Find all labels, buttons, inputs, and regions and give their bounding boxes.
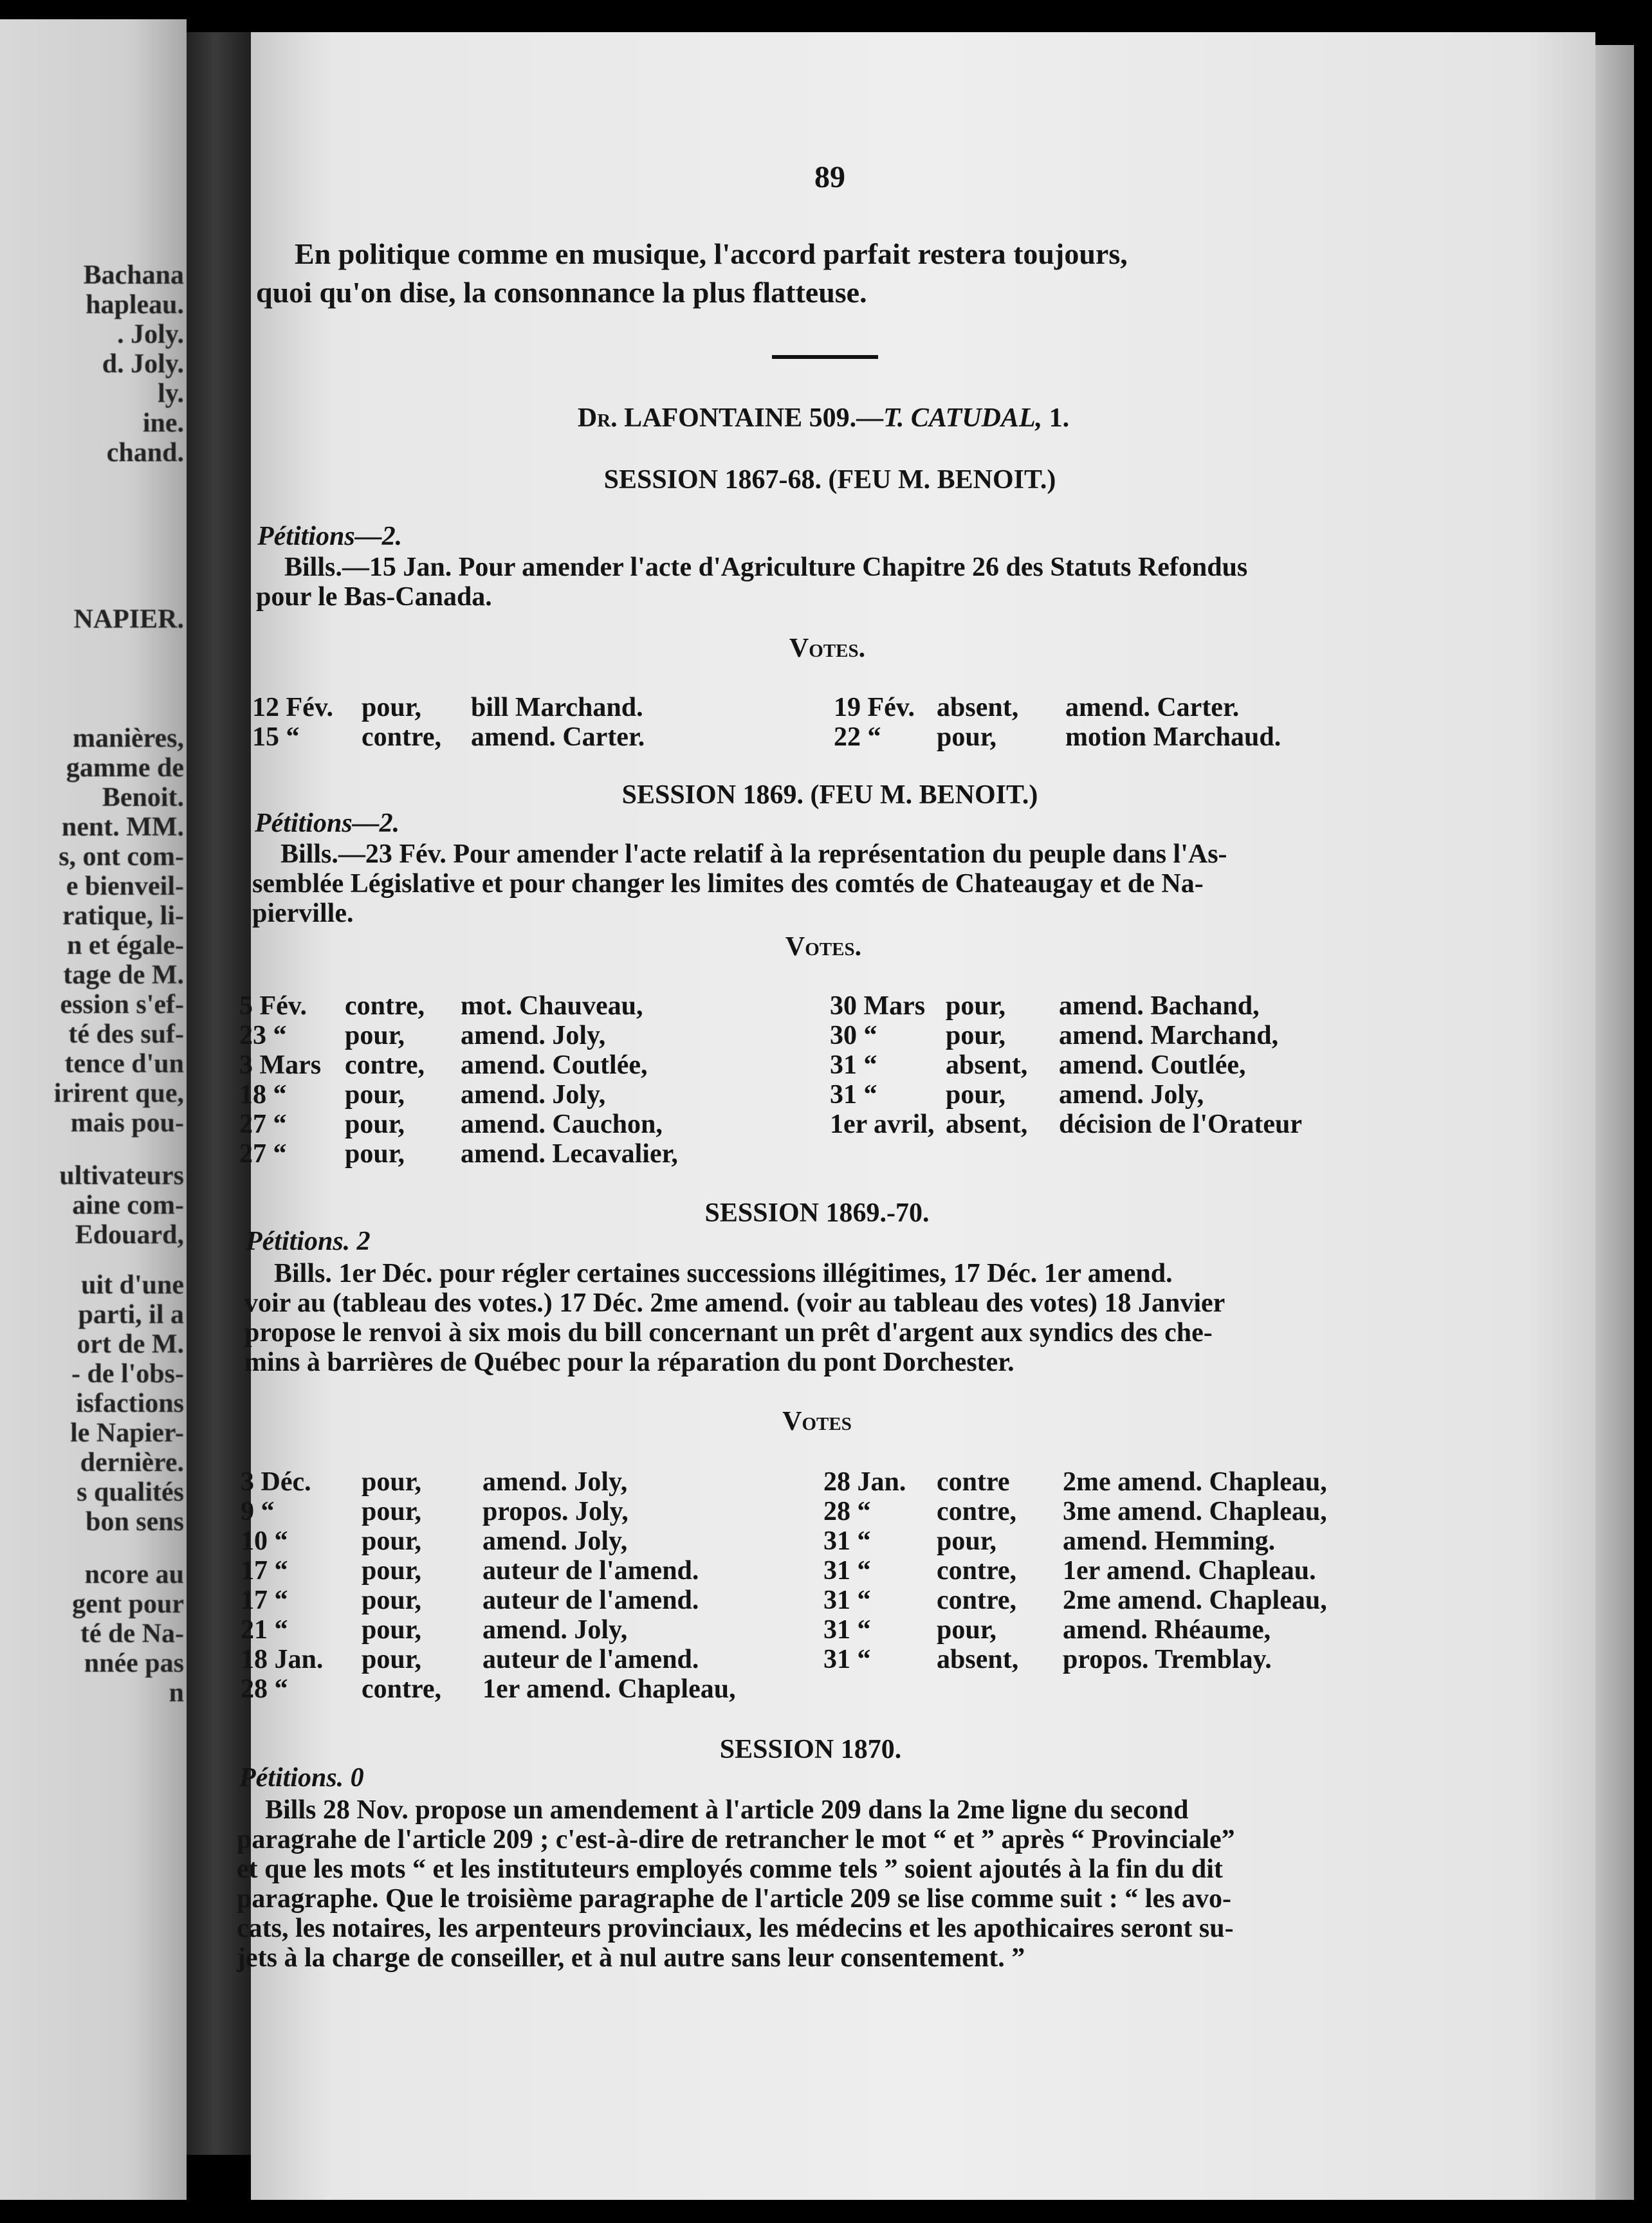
vote-vote: pour, <box>345 1139 405 1169</box>
vote-date: 18 Jan. <box>241 1645 324 1674</box>
left-page-line: nent. MM. <box>61 812 184 842</box>
session-4-bills-line-5: cats, les notaires, les arpenteurs provinciaux, les médecins et les apothicaires seront su- <box>237 1914 1234 1943</box>
session-2-title: SESSION 1869. (FEU M. BENOIT.) <box>621 780 1038 810</box>
vote-item: amend. Bachand, <box>1059 991 1260 1021</box>
left-page-line: n et égale- <box>67 931 184 960</box>
vote-date: 21 “ <box>241 1615 288 1645</box>
heading-count: 1. <box>1049 403 1070 433</box>
vote-item: amend. Coutlée, <box>1059 1050 1246 1080</box>
vote-item: amend. Joly, <box>482 1467 628 1497</box>
session-1-title: SESSION 1867-68. (FEU M. BENOIT.) <box>603 465 1056 495</box>
vote-date: 31 “ <box>823 1556 871 1586</box>
vote-vote: contre, <box>362 722 442 752</box>
vote-vote: absent, <box>946 1050 1028 1080</box>
session-3-bills-line-4: mins à barrières de Québec pour la réparation du pont Dorchester. <box>244 1348 1014 1377</box>
left-facing-page <box>0 19 187 2200</box>
vote-item: amend. Joly, <box>1059 1080 1204 1110</box>
page-edge <box>1595 45 1634 2200</box>
left-page-line: ine. <box>142 408 184 438</box>
vote-vote: pour, <box>362 1556 422 1586</box>
session-2-bills-line-3: pierville. <box>252 899 354 928</box>
page-number: 89 <box>814 160 845 194</box>
session-4-bills-line-1: Bills 28 Nov. propose un amendement à l'article 209 dans la 2me ligne du second <box>265 1795 1189 1825</box>
vote-vote: contre, <box>362 1674 442 1704</box>
vote-item: 3me amend. Chapleau, <box>1063 1497 1327 1526</box>
vote-vote: pour, <box>946 1021 1006 1050</box>
separator-rule <box>772 355 878 359</box>
vote-vote: pour, <box>345 1021 405 1050</box>
left-page-line: NAPIER. <box>73 605 184 634</box>
session-2-bills-line-2: semblée Législative et pour changer les limites des comtés de Chateaugay et de Na- <box>252 869 1204 899</box>
vote-date: 27 “ <box>239 1139 287 1169</box>
left-page-line: tage de M. <box>63 960 184 990</box>
left-page-line: tence d'un <box>64 1049 184 1079</box>
vote-date: 28 “ <box>823 1497 871 1526</box>
vote-item: 2me amend. Chapleau, <box>1063 1467 1327 1497</box>
vote-date: 28 “ <box>241 1674 288 1704</box>
vote-vote: contre, <box>345 1050 425 1080</box>
vote-item: mot. Chauveau, <box>461 991 643 1021</box>
heading-rival: T. CATUDAL, <box>883 403 1043 433</box>
vote-vote: pour, <box>345 1080 405 1110</box>
session-3-bills-line-1: Bills. 1er Déc. pour régler certaines successions illégitimes, 17 Déc. 1er amend. <box>274 1259 1173 1288</box>
vote-item: amend. Rhéaume, <box>1063 1615 1271 1645</box>
left-page-line: d. Joly. <box>102 349 184 379</box>
vote-item: propos. Tremblay. <box>1063 1645 1272 1674</box>
vote-date: 31 “ <box>830 1050 877 1080</box>
vote-item: amend. Joly, <box>461 1080 606 1110</box>
vote-date: 1er avril, <box>830 1110 935 1139</box>
vote-item: auteur de l'amend. <box>482 1556 699 1586</box>
vote-item: propos. Joly, <box>482 1497 629 1526</box>
vote-date: 28 Jan. <box>823 1467 906 1497</box>
vote-vote: pour, <box>362 693 422 722</box>
vote-item: auteur de l'amend. <box>482 1645 699 1674</box>
vote-item: amend. Lecavalier, <box>461 1139 678 1169</box>
session-2-bills-line-1: Bills.—23 Fév. Pour amender l'acte relatif à la représentation du peuple dans l'As- <box>280 839 1227 869</box>
left-page-line: dernière. <box>80 1448 184 1477</box>
vote-date: 12 Fév. <box>252 693 333 722</box>
left-page-line: Edouard, <box>75 1220 184 1250</box>
vote-item: motion Marchaud. <box>1065 722 1281 752</box>
vote-item: 1er amend. Chapleau, <box>482 1674 736 1704</box>
left-page-line: irirent que, <box>53 1079 184 1108</box>
vote-item: bill Marchand. <box>471 693 643 722</box>
vote-vote: absent, <box>937 1645 1019 1674</box>
vote-item: décision de l'Orateur <box>1059 1110 1302 1139</box>
vote-item: amend. Marchand, <box>1059 1021 1279 1050</box>
vote-vote: pour, <box>345 1110 405 1139</box>
vote-vote: pour, <box>946 1080 1006 1110</box>
vote-item: amend. Coutlée, <box>461 1050 648 1080</box>
vote-vote: pour, <box>362 1467 422 1497</box>
vote-date: 22 “ <box>834 722 881 752</box>
session-4-title: SESSION 1870. <box>719 1735 902 1764</box>
vote-item: amend. Joly, <box>482 1615 628 1645</box>
session-3-bills-line-2: voir au (tableau des votes.) 17 Déc. 2me amend. (voir au tableau des votes) 18 Janvier <box>244 1288 1225 1318</box>
vote-date: 31 “ <box>823 1645 871 1674</box>
left-page-line: ultivateurs <box>59 1161 184 1191</box>
left-page-line: mais pou- <box>70 1108 184 1138</box>
vote-vote: pour, <box>362 1497 422 1526</box>
vote-vote: pour, <box>362 1645 422 1674</box>
session-2-petitions: Pétitions—2. <box>255 809 400 838</box>
vote-vote: pour, <box>946 991 1006 1021</box>
session-2-votes-title: Votes. <box>785 932 862 962</box>
left-page-line: ratique, li- <box>62 901 184 931</box>
session-4-petitions: Pétitions. 0 <box>239 1763 364 1793</box>
session-1-bills-line-1: Bills.—15 Jan. Pour amender l'acte d'Agriculture Chapitre 26 des Statuts Refondus <box>284 553 1248 582</box>
vote-date: 15 “ <box>252 722 300 752</box>
vote-vote: pour, <box>937 722 997 752</box>
left-page-line: gent pour <box>72 1589 184 1619</box>
left-page-line: té de Na- <box>80 1619 184 1649</box>
heading-name: LAFONTAINE 509.— <box>624 403 884 433</box>
left-page-line: bon sens <box>86 1507 184 1537</box>
session-4-bills-line-2: paragrahe de l'article 209 ; c'est-à-dire de retrancher le mot “ et ” après “ Provinciale” <box>237 1825 1235 1854</box>
vote-date: 5 Fév. <box>239 991 307 1021</box>
vote-date: 17 “ <box>241 1586 288 1615</box>
left-page-line: n <box>169 1678 184 1708</box>
vote-vote: pour, <box>362 1586 422 1615</box>
vote-item: amend. Carter. <box>471 722 645 752</box>
session-3-bills-line-3: propose le renvoi à six mois du bill concernant un prêt d'argent aux syndics des che- <box>244 1318 1213 1348</box>
vote-vote: pour, <box>937 1615 997 1645</box>
vote-item: amend. Joly, <box>461 1021 606 1050</box>
left-page-line: ession s'ef- <box>60 990 184 1020</box>
vote-item: amend. Hemming. <box>1063 1526 1276 1556</box>
vote-date: 31 “ <box>823 1526 871 1556</box>
session-1-votes-title: Votes. <box>789 634 866 663</box>
candidate-heading <box>578 403 1069 434</box>
vote-vote: contre <box>937 1467 1010 1497</box>
vote-item: auteur de l'amend. <box>482 1586 699 1615</box>
vote-date: 17 “ <box>241 1556 288 1586</box>
left-page-line: e bienveil- <box>66 872 184 901</box>
session-1-bills-line-2: pour le Bas-Canada. <box>256 582 492 612</box>
intro-line-1: En politique comme en musique, l'accord parfait restera toujours, <box>295 237 1128 270</box>
left-page-line: - de l'obs- <box>71 1359 184 1389</box>
left-page-line: Bachana <box>83 261 184 290</box>
vote-vote: pour, <box>362 1615 422 1645</box>
left-page-line: uit d'une <box>81 1270 184 1300</box>
vote-date: 31 “ <box>823 1615 871 1645</box>
left-page-line: ncore au <box>84 1560 184 1589</box>
left-page-line: hapleau. <box>86 290 184 320</box>
session-3-title: SESSION 1869.-70. <box>704 1198 930 1228</box>
vote-vote: contre, <box>937 1586 1017 1615</box>
vote-item: 1er amend. Chapleau. <box>1063 1556 1316 1586</box>
left-page-line: manières, <box>72 724 184 753</box>
left-page-line: le Napier- <box>70 1418 184 1448</box>
session-3-votes-title: Votes <box>782 1407 852 1436</box>
session-4-bills-line-6: jets à la charge de conseiller, et à nul autre sans leur consentement. ” <box>237 1943 1025 1973</box>
session-1-petitions: Pétitions—2. <box>257 522 403 551</box>
vote-vote: contre, <box>937 1497 1017 1526</box>
vote-date: 31 “ <box>830 1080 877 1110</box>
left-page-line: s, ont com- <box>59 842 184 872</box>
vote-date: 31 “ <box>823 1586 871 1615</box>
vote-item: amend. Cauchon, <box>461 1110 663 1139</box>
session-4-bills-line-3: et que les mots “ et les instituteurs employés comme tels ” soient ajoutés à la fin du dit <box>237 1854 1223 1884</box>
vote-date: 3 Déc. <box>241 1467 311 1497</box>
vote-vote: pour, <box>362 1526 422 1556</box>
vote-date: 30 “ <box>830 1021 877 1050</box>
left-page-line: s qualités <box>77 1477 184 1507</box>
vote-item: 2me amend. Chapleau, <box>1063 1586 1327 1615</box>
vote-date: 3 Mars <box>239 1050 322 1080</box>
vote-date: 10 “ <box>241 1526 288 1556</box>
vote-date: 30 Mars <box>830 991 926 1021</box>
left-page-line: isfactions <box>76 1389 184 1418</box>
left-page-line: nnée pas <box>84 1649 184 1678</box>
left-page-line: Benoit. <box>102 783 184 812</box>
vote-vote: contre, <box>937 1556 1017 1586</box>
heading-dr: Dr. <box>577 403 618 433</box>
left-page-line: gamme de <box>66 753 184 783</box>
left-page-line: ort de M. <box>77 1330 184 1359</box>
vote-date: 23 “ <box>239 1021 287 1050</box>
vote-item: amend. Joly, <box>482 1526 628 1556</box>
left-page-line: . Joly. <box>117 320 184 349</box>
vote-date: 9 “ <box>241 1497 275 1526</box>
left-page-line: aine com- <box>72 1191 184 1220</box>
left-page-line: parti, il a <box>78 1300 184 1330</box>
left-page-line: chand. <box>106 438 184 468</box>
left-page-line: ly. <box>158 379 184 408</box>
vote-date: 18 “ <box>239 1080 287 1110</box>
vote-vote: absent, <box>946 1110 1028 1139</box>
session-3-petitions: Pétitions. 2 <box>246 1227 371 1256</box>
vote-vote: contre, <box>345 991 425 1021</box>
intro-line-2: quoi qu'on dise, la consonnance la plus flatteuse. <box>256 276 867 309</box>
vote-vote: absent, <box>937 693 1019 722</box>
vote-date: 19 Fév. <box>834 693 915 722</box>
vote-vote: pour, <box>937 1526 997 1556</box>
vote-date: 27 “ <box>239 1110 287 1139</box>
vote-item: amend. Carter. <box>1065 693 1240 722</box>
left-page-line: té des suf- <box>68 1020 184 1049</box>
session-4-bills-line-4: paragraphe. Que le troisième paragraphe de l'article 209 se lise comme suit : “ les avo- <box>237 1884 1231 1914</box>
